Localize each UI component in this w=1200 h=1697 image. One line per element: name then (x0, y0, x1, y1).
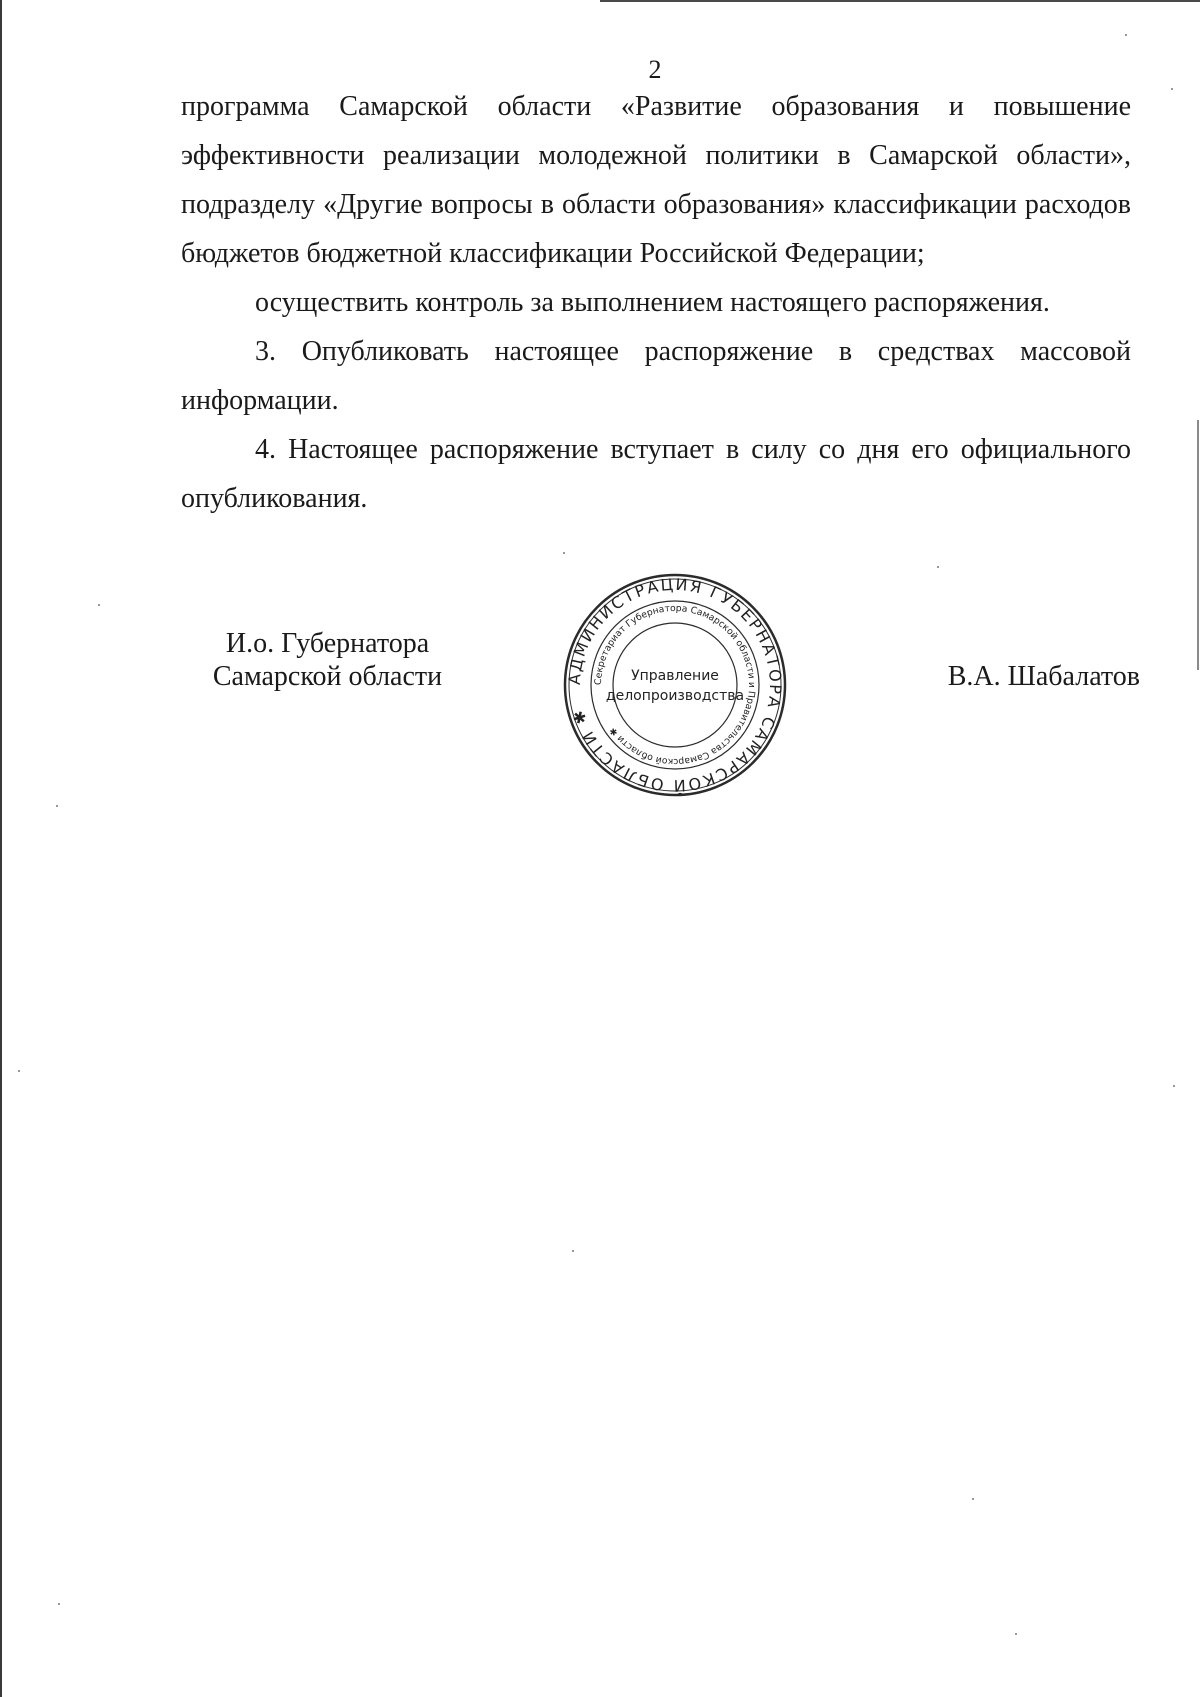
scan-edge-top (600, 0, 1200, 2)
scan-speck (56, 805, 58, 807)
signatory-title-line2: Самарской области (212, 661, 443, 692)
paragraph-control: осуществить контроль за выполнением настоящего распоряжения. (255, 287, 1050, 318)
scan-speck (18, 1070, 20, 1072)
signatory-title-line1: И.о. Губернатора (225, 628, 430, 659)
scan-speck (1015, 1633, 1017, 1635)
scan-speck (98, 604, 100, 606)
scan-speck (1171, 88, 1173, 90)
scan-speck (1125, 34, 1127, 36)
paragraph-program: программа Самарской области «Развитие образования и повышение эффективности реализации молодежной политики в Самарской области», подразделу «Другие вопросы в области образования» классификации расходов бюджетов бюджетной классификации Российской Федерации; (181, 91, 1131, 269)
scan-speck (58, 1603, 60, 1605)
scan-edge-left (0, 0, 2, 1697)
seal-center-ring (613, 623, 737, 747)
scan-speck (937, 566, 939, 568)
signatory-title (190, 627, 465, 693)
seal-outer-text: АДМИНИСТРАЦИЯ ГУБЕРНАТОРА САМАРСКОЙ ОБЛАСТИ ✱ (564, 574, 786, 796)
seal-middle-ring (591, 601, 759, 769)
document-body (181, 82, 1131, 523)
official-seal (560, 570, 790, 800)
scan-speck (1173, 1085, 1175, 1087)
scan-speck (572, 1250, 574, 1252)
seal-center-line2: делопроизводства (605, 688, 745, 704)
seal-center-line1: Управление (631, 668, 719, 684)
paragraph-effective: 4. Настоящее распоряжение вступает в силу со дня его официального опубликования. (181, 434, 1131, 514)
scan-edge-right (1197, 420, 1199, 670)
scan-speck (563, 552, 565, 554)
scan-speck (972, 1498, 974, 1500)
paragraph-publish: 3. Опубликовать настоящее распоряжение в средствах массовой информации. (181, 336, 1131, 416)
signatory-name: В.А. Шабалатов (947, 661, 1140, 692)
seal-inner-text: Секретариат Губернатора Самарской области и Правительства Самарской области ✱ (592, 602, 758, 768)
page-number: 2 (648, 55, 662, 84)
